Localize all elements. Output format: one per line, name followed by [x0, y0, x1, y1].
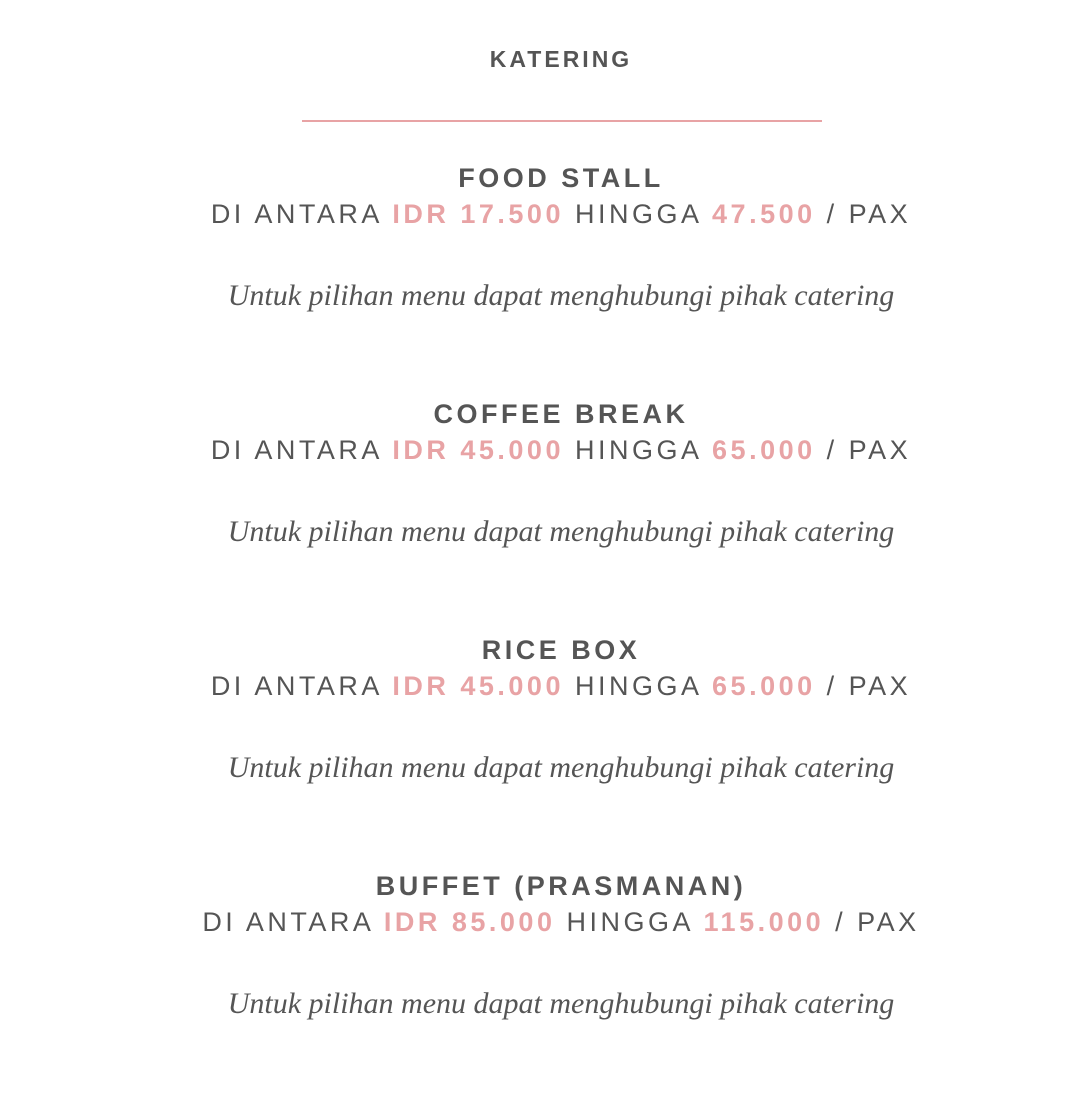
item-name: RICE BOX [481, 635, 641, 665]
title-divider [302, 120, 822, 122]
item-price-range [0, 196, 1088, 232]
item-price-range [0, 432, 1088, 468]
price-suffix: / PAX [826, 671, 912, 701]
item-note-text: Untuk pilihan menu dapat menghubungi pihak catering [227, 279, 895, 312]
catering-item-rice-box [0, 632, 1088, 787]
price-suffix: / PAX [826, 199, 912, 229]
item-note [0, 514, 1088, 551]
catering-item-coffee-break [0, 396, 1088, 551]
catering-item-buffet [0, 868, 1088, 1023]
price-between: HINGGA [574, 199, 702, 229]
item-note [0, 986, 1088, 1023]
price-min: IDR 45.000 [392, 435, 564, 465]
price-suffix: / PAX [826, 435, 912, 465]
item-note [0, 750, 1088, 787]
catering-item-food-stall [0, 160, 1088, 315]
item-note [0, 278, 1088, 315]
item-price-range [0, 904, 1088, 940]
item-note-text: Untuk pilihan menu dapat menghubungi pihak catering [227, 751, 895, 784]
price-min: IDR 17.500 [392, 199, 564, 229]
price-max: 65.000 [712, 671, 816, 701]
price-between: HINGGA [574, 671, 702, 701]
price-min: IDR 85.000 [383, 907, 556, 937]
price-prefix: DI ANTARA [210, 671, 382, 701]
page-title: KATERING [489, 46, 633, 72]
price-prefix: DI ANTARA [210, 199, 382, 229]
item-price-range [0, 668, 1088, 704]
price-min: IDR 45.000 [392, 671, 564, 701]
price-max: 65.000 [712, 435, 816, 465]
price-max: 47.500 [712, 199, 816, 229]
item-note-text: Untuk pilihan menu dapat menghubungi pihak catering [227, 987, 895, 1020]
price-suffix: / PAX [835, 907, 920, 937]
item-name: BUFFET (PRASMANAN) [375, 871, 747, 901]
price-between: HINGGA [574, 435, 702, 465]
item-name: COFFEE BREAK [433, 399, 689, 429]
price-between: HINGGA [566, 907, 693, 937]
price-max: 115.000 [703, 907, 825, 937]
price-prefix: DI ANTARA [202, 907, 373, 937]
item-name: FOOD STALL [458, 163, 664, 193]
price-prefix: DI ANTARA [210, 435, 382, 465]
item-note-text: Untuk pilihan menu dapat menghubungi pihak catering [227, 515, 895, 548]
